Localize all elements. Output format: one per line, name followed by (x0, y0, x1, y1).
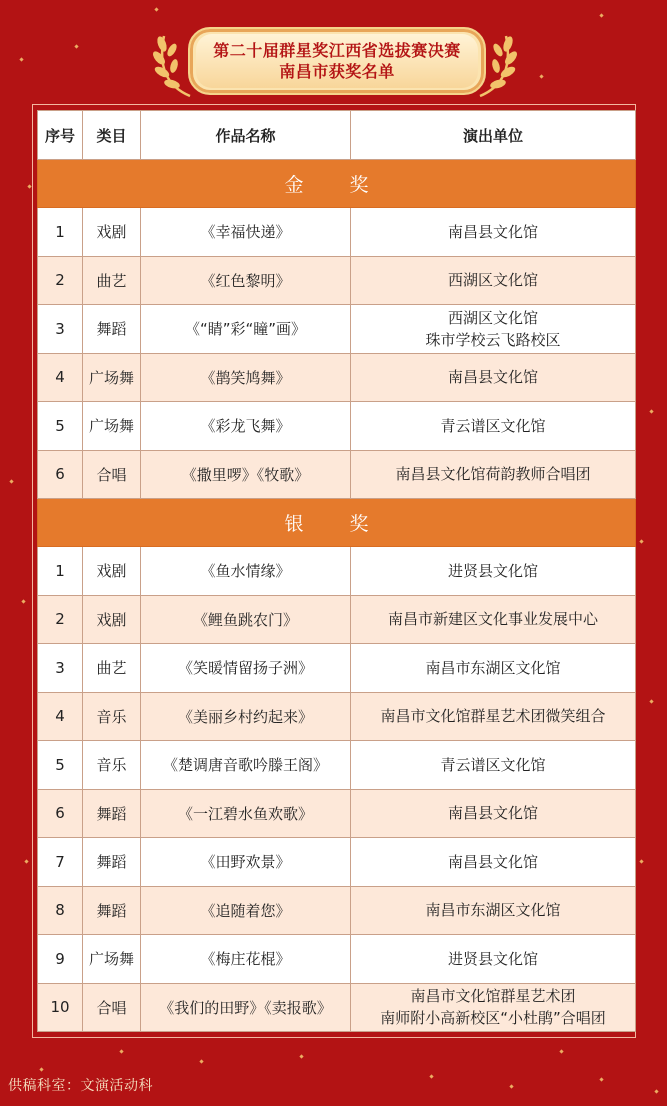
cell-no: 3 (38, 644, 83, 693)
cell-unit-line: 南师附小高新校区“小杜鹃”合唱团 (380, 1009, 606, 1028)
section-row (38, 499, 636, 547)
sparkle-icon (429, 1074, 433, 1078)
sparkle-icon (299, 1054, 303, 1058)
table-row (38, 741, 636, 790)
cell-category: 合唱 (83, 450, 141, 499)
cell-no: 2 (38, 256, 83, 305)
cell-no: 1 (38, 547, 83, 596)
cell-category: 广场舞 (83, 353, 141, 402)
table-row (38, 256, 636, 305)
cell-unit-line: 南昌县文化馆 (447, 804, 538, 823)
cell-work: 《追随着您》 (141, 886, 351, 935)
laurel-right-icon (472, 26, 518, 98)
cell-no: 7 (38, 838, 83, 887)
sparkle-icon (649, 699, 653, 703)
cell-unit-line: 南昌市东湖区文化馆 (425, 658, 561, 677)
cell-work: 《我们的田野》《卖报歌》 (141, 983, 351, 1032)
cell-unit (351, 402, 636, 451)
sparkle-icon (639, 859, 643, 863)
sparkle-icon (599, 1077, 603, 1081)
section-label: 金 奖 (38, 160, 636, 208)
cell-work: 《田野欢景》 (141, 838, 351, 887)
title-banner (150, 20, 520, 102)
table-body (38, 160, 636, 1032)
sparkle-icon (559, 1049, 563, 1053)
cell-category: 舞蹈 (83, 305, 141, 354)
table-row (38, 450, 636, 499)
cell-unit-line: 南昌市文化馆群星艺术团 (410, 987, 576, 1006)
cell-unit-line: 南昌市新建区文化事业发展中心 (387, 610, 598, 629)
cell-work: 《鱼水情缘》 (141, 547, 351, 596)
cell-no: 6 (38, 450, 83, 499)
sparkle-icon (119, 1049, 123, 1053)
cell-no: 4 (38, 353, 83, 402)
section-row (38, 160, 636, 208)
cell-no: 6 (38, 789, 83, 838)
cell-unit-line: 进贤县文化馆 (447, 561, 538, 580)
cell-unit (351, 886, 636, 935)
cell-no: 3 (38, 305, 83, 354)
cell-work: 《楚调唐音歌吟滕王阁》 (141, 741, 351, 790)
cell-unit (351, 983, 636, 1032)
sparkle-icon (19, 57, 23, 61)
header-unit: 演出单位 (351, 111, 636, 160)
cell-work: 《红色黎明》 (141, 256, 351, 305)
cell-no: 9 (38, 935, 83, 984)
cell-unit-line: 西湖区文化馆 (447, 308, 538, 327)
table-row (38, 692, 636, 741)
cell-unit-line: 进贤县文化馆 (447, 949, 538, 968)
cell-unit-line: 珠市学校云飞路校区 (425, 330, 561, 349)
section-label: 银 奖 (38, 499, 636, 547)
cell-work: 《笑暖情留扬子洲》 (141, 644, 351, 693)
cell-work: 《梅庄花棍》 (141, 935, 351, 984)
cell-category: 广场舞 (83, 402, 141, 451)
sparkle-icon (599, 13, 603, 17)
sparkle-icon (21, 599, 25, 603)
cell-category: 舞蹈 (83, 789, 141, 838)
cell-no: 10 (38, 983, 83, 1032)
cell-category: 舞蹈 (83, 886, 141, 935)
sparkle-icon (9, 479, 13, 483)
cell-unit (351, 644, 636, 693)
title-line-2: 南昌市获奖名单 (279, 62, 395, 81)
table-row (38, 644, 636, 693)
cell-unit-line: 南昌县文化馆 (447, 852, 538, 871)
cell-work: 《彩龙飞舞》 (141, 402, 351, 451)
cell-no: 5 (38, 741, 83, 790)
award-table (37, 110, 636, 1032)
cell-unit (351, 789, 636, 838)
cell-category: 戏剧 (83, 595, 141, 644)
cell-category: 广场舞 (83, 935, 141, 984)
cell-category: 戏剧 (83, 208, 141, 257)
sparkle-icon (24, 859, 28, 863)
sparkle-icon (509, 1084, 513, 1088)
title-box (188, 27, 486, 95)
cell-unit (351, 838, 636, 887)
cell-no: 4 (38, 692, 83, 741)
header-category: 类目 (83, 111, 141, 160)
footer-credit: 供稿科室：文演活动科 (8, 1078, 153, 1094)
cell-unit-line: 南昌市东湖区文化馆 (425, 901, 561, 920)
cell-work: 《撒里啰》《牧歌》 (141, 450, 351, 499)
cell-work: 《鲤鱼跳农门》 (141, 595, 351, 644)
cell-unit-line: 南昌县文化馆 (447, 222, 538, 241)
cell-category: 曲艺 (83, 256, 141, 305)
table-row (38, 305, 636, 354)
cell-unit-line: 西湖区文化馆 (447, 271, 538, 290)
table-row (38, 983, 636, 1032)
cell-category: 音乐 (83, 692, 141, 741)
cell-unit (351, 692, 636, 741)
cell-unit-line: 青云谱区文化馆 (440, 755, 546, 774)
cell-work: 《“睛”彩“瞳”画》 (141, 305, 351, 354)
cell-no: 2 (38, 595, 83, 644)
table-row (38, 886, 636, 935)
sparkle-icon (74, 44, 78, 48)
title-line-1: 第二十届群星奖江西省选拔赛决赛 (213, 41, 461, 60)
table-row (38, 547, 636, 596)
cell-category: 音乐 (83, 741, 141, 790)
cell-work: 《幸福快递》 (141, 208, 351, 257)
sparkle-icon (199, 1059, 203, 1063)
sparkle-icon (654, 1089, 658, 1093)
header-work: 作品名称 (141, 111, 351, 160)
cell-no: 5 (38, 402, 83, 451)
sparkle-icon (27, 184, 31, 188)
table-header-row (38, 111, 636, 160)
cell-unit (351, 547, 636, 596)
sparkle-icon (154, 7, 158, 11)
table-row (38, 935, 636, 984)
cell-unit (351, 450, 636, 499)
sparkle-icon (39, 1067, 43, 1071)
table-row (38, 353, 636, 402)
cell-no: 8 (38, 886, 83, 935)
sparkle-icon (649, 409, 653, 413)
cell-unit (351, 208, 636, 257)
sparkle-icon (539, 74, 543, 78)
table-row (38, 838, 636, 887)
header-no: 序号 (38, 111, 83, 160)
cell-unit (351, 935, 636, 984)
cell-unit-line: 南昌县文化馆荷韵教师合唱团 (395, 465, 591, 484)
cell-unit (351, 256, 636, 305)
cell-category: 曲艺 (83, 644, 141, 693)
cell-unit (351, 741, 636, 790)
cell-category: 舞蹈 (83, 838, 141, 887)
table-row (38, 789, 636, 838)
cell-unit (351, 595, 636, 644)
table-row (38, 208, 636, 257)
cell-unit (351, 353, 636, 402)
table-row (38, 595, 636, 644)
sparkle-icon (639, 539, 643, 543)
cell-unit-line: 南昌县文化馆 (447, 368, 538, 387)
cell-unit (351, 305, 636, 354)
cell-no: 1 (38, 208, 83, 257)
cell-category: 合唱 (83, 983, 141, 1032)
cell-work: 《美丽乡村约起来》 (141, 692, 351, 741)
cell-work: 《一江碧水鱼欢歌》 (141, 789, 351, 838)
table-row (38, 402, 636, 451)
cell-category: 戏剧 (83, 547, 141, 596)
cell-unit-line: 南昌市文化馆群星艺术团微笑组合 (380, 707, 606, 726)
cell-work: 《鹊笑鸠舞》 (141, 353, 351, 402)
cell-unit-line: 青云谱区文化馆 (440, 416, 546, 435)
